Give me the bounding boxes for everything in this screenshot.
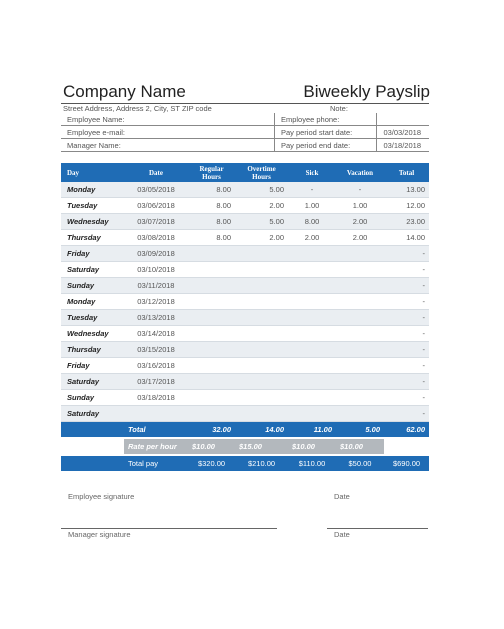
cell-regular <box>188 310 235 326</box>
cell-vacation: 1.00 <box>336 198 384 214</box>
cell-overtime <box>235 278 288 294</box>
cell-overtime: 5.00 <box>235 214 288 230</box>
cell-day: Sunday <box>61 278 124 294</box>
cell-total: - <box>384 294 429 310</box>
rate-row <box>61 438 429 455</box>
date-line <box>327 528 428 529</box>
cell-total: 23.00 <box>384 214 429 230</box>
cell-sick <box>288 406 336 422</box>
cell-sick <box>288 262 336 278</box>
cell-sick <box>288 374 336 390</box>
header-vacation: Vacation <box>336 163 384 182</box>
employee-email-label: Employee e-mail: <box>61 126 274 139</box>
pay-end-label: Pay period end date: <box>274 139 377 152</box>
cell-regular: 8.00 <box>188 230 235 246</box>
pay-row <box>61 455 429 471</box>
employee-name-label: Employee Name: <box>61 113 274 126</box>
employee-signature-label: Employee signature <box>68 492 135 501</box>
cell-sick <box>288 390 336 406</box>
table-row <box>61 406 429 422</box>
cell-date: 03/13/2018 <box>124 310 188 326</box>
total-label: Total <box>124 422 188 439</box>
rate-vacation: $10.00 <box>336 438 384 455</box>
cell-overtime <box>235 374 288 390</box>
pay-start-label: Pay period start date: <box>274 126 377 139</box>
pay-label: Total pay <box>124 455 188 471</box>
cell-day: Friday <box>61 246 124 262</box>
rate-overtime: $15.00 <box>235 438 288 455</box>
cell-total: - <box>384 278 429 294</box>
cell-sick <box>288 326 336 342</box>
cell-day: Saturday <box>61 406 124 422</box>
total-row <box>61 422 429 439</box>
header-sick: Sick <box>288 163 336 182</box>
table-row <box>61 214 429 230</box>
cell-total: - <box>384 246 429 262</box>
cell-date: 03/17/2018 <box>124 374 188 390</box>
cell-date: 03/12/2018 <box>124 294 188 310</box>
cell-day: Monday <box>61 182 124 198</box>
cell-regular <box>188 390 235 406</box>
cell-overtime <box>235 262 288 278</box>
cell-vacation <box>336 262 384 278</box>
cell-vacation: 2.00 <box>336 214 384 230</box>
employee-phone-value <box>377 113 429 126</box>
cell-overtime: 2.00 <box>235 230 288 246</box>
cell-regular: 8.00 <box>188 198 235 214</box>
cell-overtime <box>235 406 288 422</box>
table-row <box>61 342 429 358</box>
table-header-row <box>61 163 429 182</box>
rate-label: Rate per hour <box>124 438 188 455</box>
cell-overtime: 2.00 <box>235 198 288 214</box>
cell-day: Saturday <box>61 374 124 390</box>
cell-overtime <box>235 246 288 262</box>
document-title: Biweekly Payslip <box>303 82 430 101</box>
header-total: Total <box>384 163 429 182</box>
table-row <box>61 262 429 278</box>
cell-regular <box>188 358 235 374</box>
total-sick: 11.00 <box>288 422 336 439</box>
rate-sick: $10.00 <box>288 438 336 455</box>
date-label-2: Date <box>334 530 350 539</box>
cell-sick <box>288 342 336 358</box>
total-total: 62.00 <box>384 422 429 439</box>
total-regular: 32.00 <box>188 422 235 439</box>
table-row <box>61 182 429 198</box>
cell-day: Thursday <box>61 230 124 246</box>
table-row <box>61 294 429 310</box>
cell-vacation: 2.00 <box>336 230 384 246</box>
cell-regular: 8.00 <box>188 214 235 230</box>
table-row <box>61 278 429 294</box>
pay-vacation: $50.00 <box>336 455 384 471</box>
cell-total: 12.00 <box>384 198 429 214</box>
manager-signature-line <box>61 528 277 529</box>
cell-day: Tuesday <box>61 310 124 326</box>
cell-date: 03/15/2018 <box>124 342 188 358</box>
cell-vacation <box>336 406 384 422</box>
cell-overtime <box>235 294 288 310</box>
cell-date: 03/05/2018 <box>124 182 188 198</box>
table-row <box>61 230 429 246</box>
table-row <box>61 326 429 342</box>
cell-sick <box>288 358 336 374</box>
table-row <box>61 198 429 214</box>
cell-day: Tuesday <box>61 198 124 214</box>
cell-day: Sunday <box>61 390 124 406</box>
cell-day: Thursday <box>61 342 124 358</box>
cell-sick: 8.00 <box>288 214 336 230</box>
cell-day: Friday <box>61 358 124 374</box>
cell-day: Saturday <box>61 262 124 278</box>
cell-total: 13.00 <box>384 182 429 198</box>
table-row <box>61 374 429 390</box>
cell-vacation: - <box>336 182 384 198</box>
total-overtime: 14.00 <box>235 422 288 439</box>
pay-sick: $110.00 <box>288 455 336 471</box>
cell-day: Wednesday <box>61 214 124 230</box>
note-label: Note: <box>330 104 348 113</box>
pay-regular: $320.00 <box>188 455 235 471</box>
employee-info-table <box>61 113 429 152</box>
pay-end-value: 03/18/2018 <box>377 139 429 152</box>
rate-regular: $10.00 <box>188 438 235 455</box>
pay-start-value: 03/03/2018 <box>377 126 429 139</box>
header-overtime-hours: Overtime Hours <box>235 163 288 182</box>
cell-date: 03/10/2018 <box>124 262 188 278</box>
cell-regular <box>188 342 235 358</box>
cell-vacation <box>336 390 384 406</box>
table-row <box>61 310 429 326</box>
cell-day: Wednesday <box>61 326 124 342</box>
cell-overtime <box>235 358 288 374</box>
cell-sick: 1.00 <box>288 198 336 214</box>
cell-day: Monday <box>61 294 124 310</box>
cell-total: - <box>384 374 429 390</box>
cell-sick: 2.00 <box>288 230 336 246</box>
cell-regular: 8.00 <box>188 182 235 198</box>
cell-sick <box>288 278 336 294</box>
manager-signature-label: Manager signature <box>68 530 131 539</box>
cell-date: 03/14/2018 <box>124 326 188 342</box>
cell-total: - <box>384 262 429 278</box>
cell-total: - <box>384 390 429 406</box>
cell-vacation <box>336 358 384 374</box>
header-regular-hours: Regular Hours <box>188 163 235 182</box>
cell-date: 03/08/2018 <box>124 230 188 246</box>
cell-regular <box>188 326 235 342</box>
cell-overtime <box>235 342 288 358</box>
cell-vacation <box>336 374 384 390</box>
cell-regular <box>188 374 235 390</box>
cell-regular <box>188 406 235 422</box>
cell-regular <box>188 278 235 294</box>
company-address: Street Address, Address 2, City, ST ZIP code <box>63 104 212 113</box>
cell-vacation <box>336 326 384 342</box>
cell-regular <box>188 262 235 278</box>
table-row <box>61 246 429 262</box>
header-date: Date <box>124 163 188 182</box>
pay-overtime: $210.00 <box>235 455 288 471</box>
cell-overtime: 5.00 <box>235 182 288 198</box>
header-day: Day <box>61 163 124 182</box>
date-label-1: Date <box>334 492 350 501</box>
cell-vacation <box>336 310 384 326</box>
cell-date: 03/18/2018 <box>124 390 188 406</box>
cell-vacation <box>336 342 384 358</box>
hours-table <box>61 163 429 471</box>
cell-total: - <box>384 406 429 422</box>
cell-total: - <box>384 326 429 342</box>
cell-date: 03/06/2018 <box>124 198 188 214</box>
cell-date: 03/16/2018 <box>124 358 188 374</box>
cell-regular <box>188 294 235 310</box>
cell-sick <box>288 310 336 326</box>
company-name: Company Name <box>63 82 186 101</box>
cell-total: - <box>384 358 429 374</box>
cell-date: 03/11/2018 <box>124 278 188 294</box>
pay-total: $690.00 <box>384 455 429 471</box>
table-row <box>61 358 429 374</box>
cell-overtime <box>235 326 288 342</box>
table-row <box>61 390 429 406</box>
employee-phone-label: Employee phone: <box>274 113 377 126</box>
cell-regular <box>188 246 235 262</box>
cell-vacation <box>336 278 384 294</box>
cell-date <box>124 406 188 422</box>
cell-sick <box>288 246 336 262</box>
cell-total: - <box>384 342 429 358</box>
cell-date: 03/07/2018 <box>124 214 188 230</box>
manager-name-label: Manager Name: <box>61 139 274 152</box>
total-vacation: 5.00 <box>336 422 384 439</box>
cell-overtime <box>235 310 288 326</box>
cell-sick <box>288 294 336 310</box>
cell-vacation <box>336 294 384 310</box>
cell-overtime <box>235 390 288 406</box>
cell-date: 03/09/2018 <box>124 246 188 262</box>
cell-total: - <box>384 310 429 326</box>
cell-vacation <box>336 246 384 262</box>
cell-sick: - <box>288 182 336 198</box>
cell-total: 14.00 <box>384 230 429 246</box>
